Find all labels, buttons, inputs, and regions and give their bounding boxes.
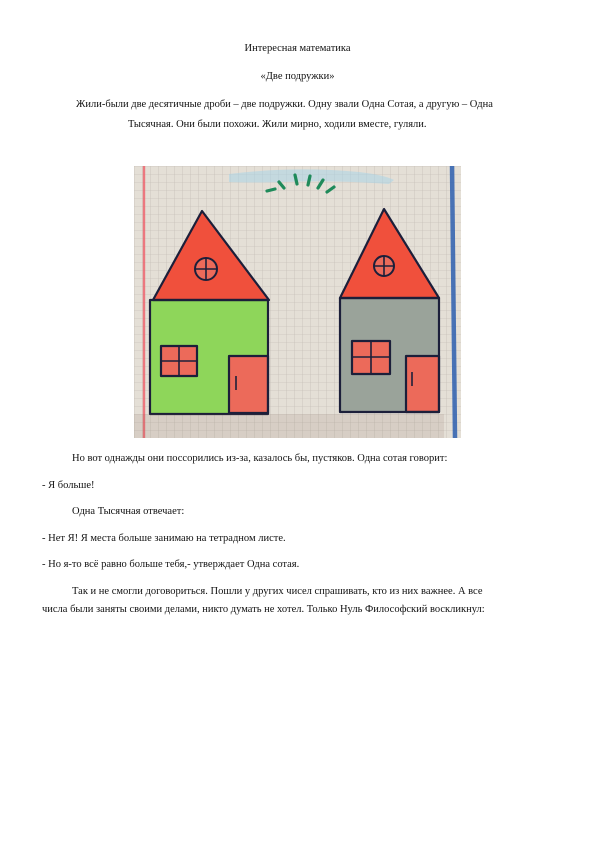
- story-title: «Две подружки»: [260, 71, 335, 82]
- story-line-5: - Но я-то всё равно больше тебя,- утверждает Одна сотая.: [42, 559, 300, 570]
- intro-line-2: Тысячная. Они были похожи. Жили мирно, ходили вместе, гуляли.: [128, 119, 427, 130]
- children-drawing-two-houses: [134, 166, 461, 438]
- closing-line-1: Так и не смогли договориться. Пошли у других чисел спрашивать, кто из них важнее. А все: [72, 586, 483, 597]
- story-line-2: - Я больше!: [42, 480, 95, 491]
- story-line-3: Одна Тысячная отвечает:: [72, 506, 185, 517]
- story-line-4: - Нет Я! Я места больше занимаю на тетрадном листе.: [42, 533, 286, 544]
- document-title: Интересная математика: [244, 43, 351, 54]
- intro-line-1: Жили-были две десятичные дроби – две подружки. Одну звали Одна Сотая, а другую – Одна: [76, 99, 493, 110]
- story-line-1: Но вот однажды они поссорились из-за, казалось бы, пустяков. Одна сотая говорит:: [72, 453, 448, 464]
- closing-line-2: числа были заняты своими делами, никто думать не хотел. Только Нуль Философский воскликнул:: [42, 604, 485, 615]
